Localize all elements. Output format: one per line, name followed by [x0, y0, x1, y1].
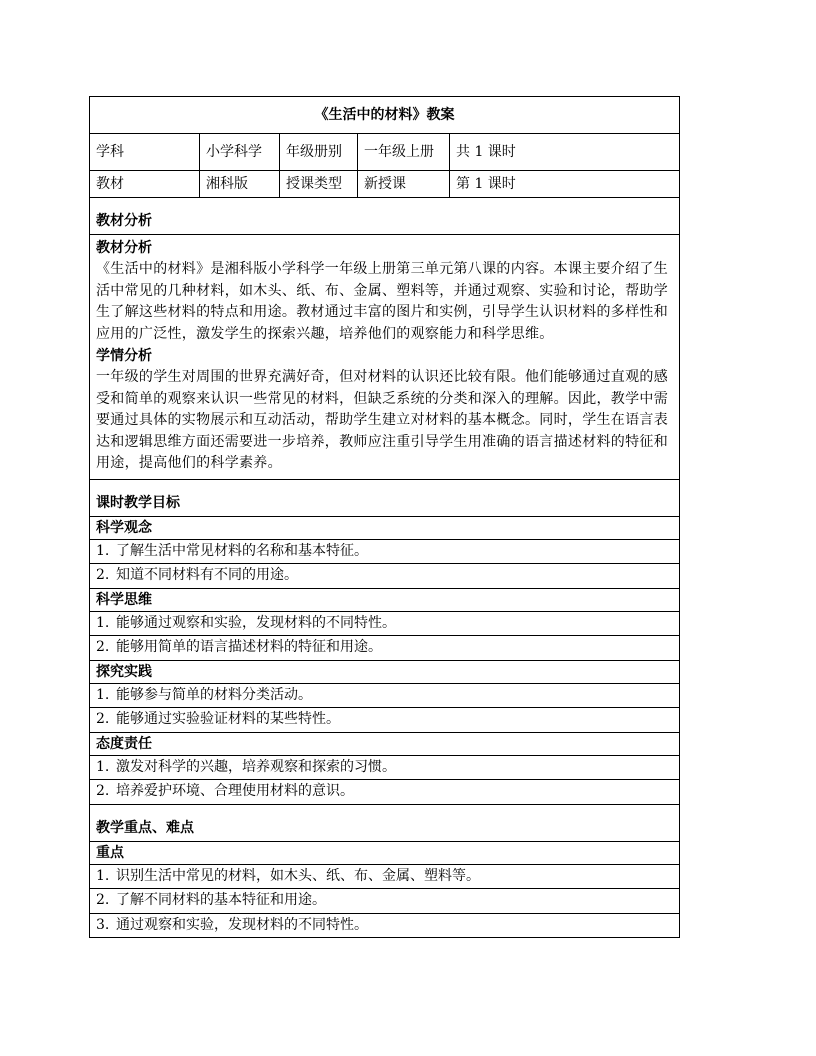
- info-grade-value: 一年级上册: [358, 134, 450, 171]
- objectives-heading: 课时教学目标: [90, 479, 680, 516]
- info-type-label: 授课类型: [280, 171, 358, 198]
- list-item: 1. 了解生活中常见材料的名称和基本特征。: [90, 540, 679, 565]
- info-current-hour: 第 1 课时: [450, 171, 680, 198]
- analysis-body: [90, 235, 680, 480]
- keypoints-group: [90, 842, 679, 938]
- objective-group-title: 探究实践: [90, 661, 679, 684]
- page-title: 《生活中的材料》教案: [90, 97, 680, 134]
- info-grade-label: 年级册别: [280, 134, 358, 171]
- objective-group-title: 态度责任: [90, 733, 679, 756]
- objective-group-practice: [90, 661, 679, 733]
- list-item: 2. 能够通过实验验证材料的某些特性。: [90, 708, 679, 733]
- info-textbook-value: 湘科版: [200, 171, 280, 198]
- textbook-analysis-heading: 教材分析: [96, 240, 152, 256]
- info-subject-label: 学科: [90, 134, 200, 171]
- list-item: 2. 知道不同材料有不同的用途。: [90, 564, 679, 589]
- list-item: 1. 激发对科学的兴趣，培养观察和探索的习惯。: [90, 756, 679, 781]
- keypoints-sub-heading: 重点: [90, 842, 679, 865]
- objectives-body: [90, 516, 680, 804]
- lesson-plan-table: [89, 96, 680, 938]
- list-item: 1. 能够通过观察和实验，发现材料的不同特性。: [90, 612, 679, 637]
- list-item: 2. 了解不同材料的基本特征和用途。: [90, 889, 679, 914]
- info-type-value: 新授课: [358, 171, 450, 198]
- objective-group-title: 科学观念: [90, 517, 679, 540]
- list-item: 3. 通过观察和实验，发现材料的不同特性。: [96, 916, 368, 933]
- keypoints-body: [90, 841, 680, 938]
- objective-group-thinking: [90, 589, 679, 661]
- list-item: 1. 识别生活中常见的材料，如木头、纸、布、金属、塑料等。: [90, 865, 679, 890]
- student-analysis-text: 一年级的学生对周围的世界充满好奇，但对材料的认识还比较有限。他们能够通过直观的感受和简单的观察来认识一些常见的材料，但缺乏系统的分类和深入的理解。因此，教学中需要通过具体的实物展示和互动活动，帮助学生建立对材料的基本概念。同时，学生在语言表达和逻辑思维方面还需要进一步培养，教师应注重引导学生用准确的语言描述材料的特征和用途，提高他们的科学素养。: [96, 369, 668, 471]
- info-row-1: [90, 134, 680, 171]
- objective-group-title: 科学思维: [90, 589, 679, 612]
- info-total-hours: 共 1 课时: [450, 134, 680, 171]
- info-subject-value: 小学科学: [200, 134, 280, 171]
- objective-group-attitude: [90, 733, 679, 804]
- lesson-plan-page: [89, 96, 679, 938]
- analysis-heading: 教材分析: [90, 198, 680, 235]
- info-row-2: [90, 171, 680, 198]
- keypoints-heading: 教学重点、难点: [90, 804, 680, 841]
- objective-group-concept: [90, 517, 679, 589]
- list-item: 2. 能够用简单的语言描述材料的特征和用途。: [90, 636, 679, 661]
- list-item: 2. 培养爱护环境、合理使用材料的意识。: [96, 783, 354, 799]
- info-textbook-label: 教材: [90, 171, 200, 198]
- list-item: 1. 能够参与简单的材料分类活动。: [90, 684, 679, 709]
- student-analysis-heading: 学情分析: [96, 348, 152, 364]
- textbook-analysis-text: 《生活中的材料》是湘科版小学科学一年级上册第三单元第八课的内容。本课主要介绍了生活中常见的几种材料，如木头、纸、布、金属、塑料等，并通过观察、实验和讨论，帮助学生了解这些材料的特点和用途。教材通过丰富的图片和实例，引导学生认识材料的多样性和应用的广泛性，激发学生的探索兴趣，培养他们的观察能力和科学思维。: [96, 261, 668, 342]
